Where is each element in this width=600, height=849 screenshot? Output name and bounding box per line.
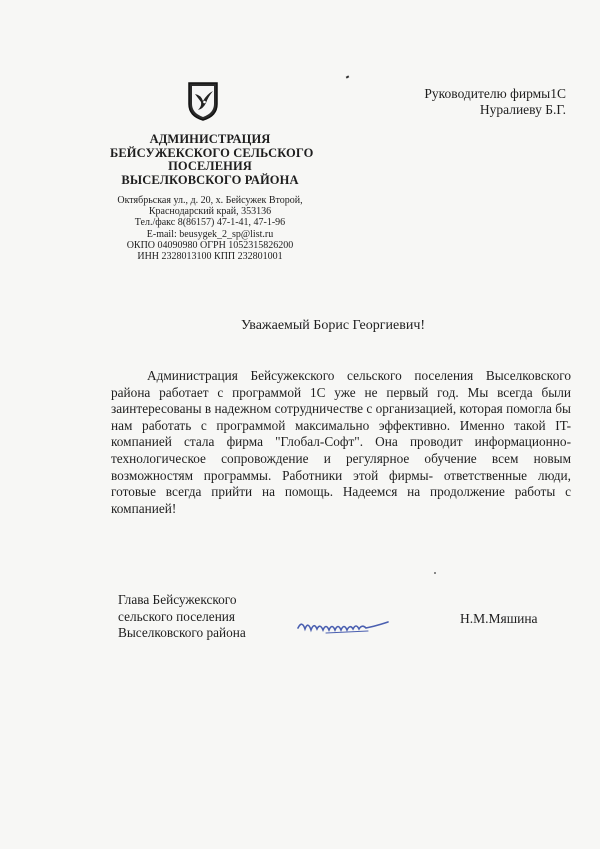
recipient-line: Руководителю фирмы1С: [424, 86, 566, 101]
scan-speck: [346, 75, 350, 78]
address-line: Октябрьская ул., д. 20, х. Бейсужек Второй,: [117, 195, 303, 206]
address-line: Краснодарский край, 353136: [148, 206, 272, 218]
registry-line: ОКПО 04090980 ОГРН 1052315826200: [126, 239, 294, 251]
letter-body: Администрация Бейсужекского сельского поселения Выселковского района работает с программой 1С уже не первый год. Мы всегда были заинтересованы в надежном сотрудничестве с организацией, которая помогла бы нам работать с программой максимально эффективно. Именно такой IT-компанией стала фирма "Глобал-Софт". Она проводит информационно-технологическое сопровождение и регулярное обучение всем новым возможностям программы. Работники этой фирмы- ответственные люди, готовые всегда прийти на помощь. Надеемся на продолжение работы с компанией!: [111, 368, 571, 516]
recipient-line: Нуралиеву Б.Г.: [479, 102, 566, 117]
recipient-block: [386, 86, 566, 118]
coat-of-arms-swallow-icon: [186, 80, 220, 122]
title-line: Глава Бейсужекского: [118, 592, 237, 607]
organization-name: [110, 132, 314, 187]
email-line: E-mail: beusygek_2_sp@list.ru: [146, 228, 274, 240]
phone-line: Тел./факс 8(86157) 47-1-41, 47-1-96: [134, 217, 286, 229]
greeting-text: Уважаемый Борис Георгиевич!: [240, 318, 426, 333]
signatory-title: [118, 592, 298, 642]
greeting: [0, 318, 600, 334]
title-line: Выселковского района: [118, 625, 246, 641]
registry-line: ИНН 2328013100 КПП 232801001: [137, 251, 283, 263]
organization-details: [110, 195, 310, 262]
org-line: ПОСЕЛЕНИЯ: [168, 159, 252, 173]
org-line: ВЫСЕЛКОВСКОГО РАЙОНА: [121, 172, 299, 187]
org-line: АДМИНИСТРАЦИЯ: [149, 132, 271, 146]
scan-speck: [434, 572, 436, 574]
org-line: БЕЙСУЖЕКСКОГО СЕЛЬСКОГО: [110, 145, 314, 160]
handwritten-signature: [296, 614, 396, 640]
signer-name: Н.М.Мяшина: [460, 611, 538, 626]
title-line: сельского поселения: [118, 608, 236, 624]
